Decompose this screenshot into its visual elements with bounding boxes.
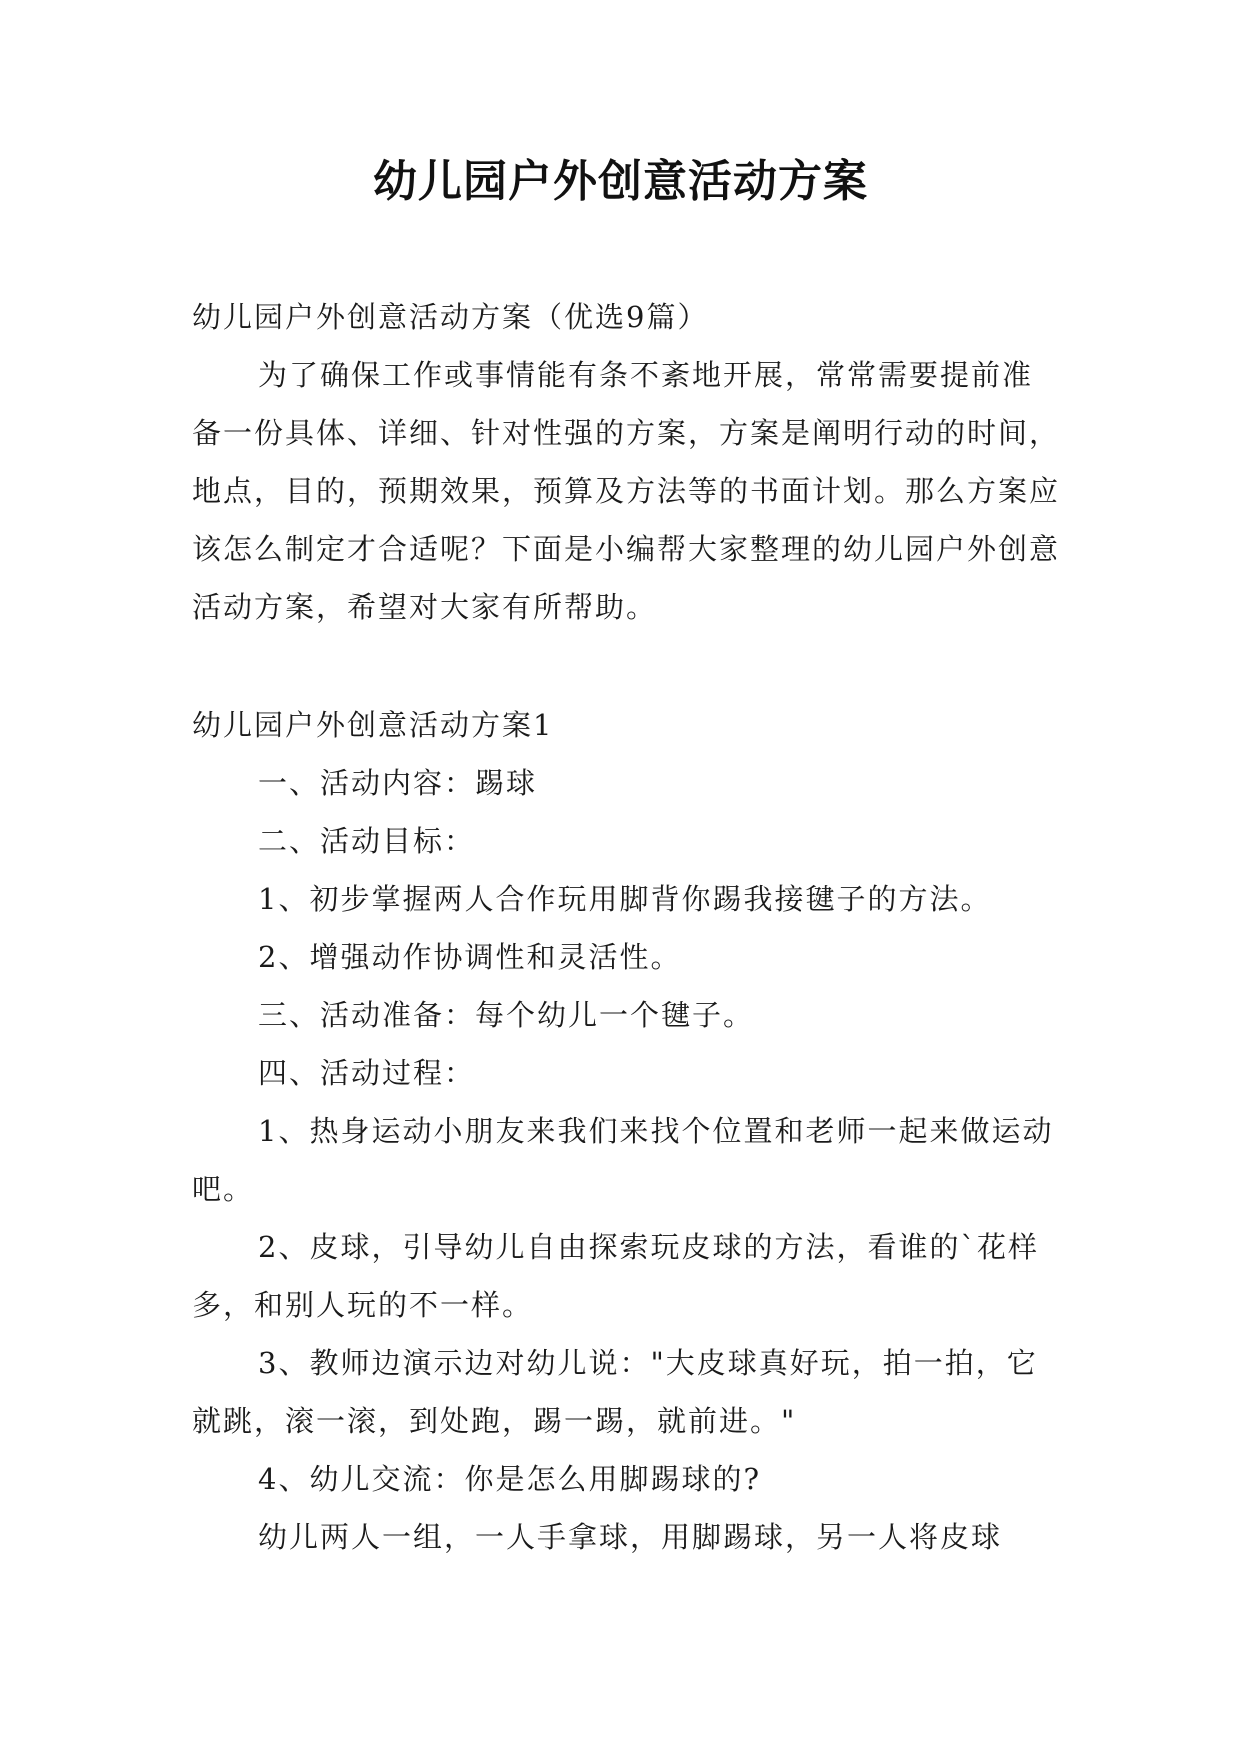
- activity-preparation: 三、活动准备：每个幼儿一个毽子。: [258, 998, 755, 1032]
- intro-paragraph: 为了确保工作或事情能有条不紊地开展，常常需要提前准备一份具体、详细、针对性强的方案，方案是阐明行动的时间，地点，目的，预期效果，预算及方法等的书面计划。那么方案应该怎么制定才合适呢？下面是小编帮大家整理的幼儿园户外创意活动方案，希望对大家有所帮助。: [192, 358, 1061, 624]
- section-heading: 幼儿园户外创意活动方案1: [192, 708, 554, 742]
- process-step-3: 3、教师边演示边对幼儿说："大皮球真好玩，拍一拍，它就跳，滚一滚，到处跑，踢一踢，就前进。": [192, 1346, 1038, 1438]
- subtitle: 幼儿园户外创意活动方案（优选9篇）: [192, 300, 709, 334]
- activity-content: 一、活动内容：踢球: [258, 766, 538, 800]
- goal-item-2: 2、增强动作协调性和灵活性。: [258, 940, 682, 974]
- process-step-4: 4、幼儿交流：你是怎么用脚踢球的?: [258, 1462, 761, 1496]
- goal-item-1: 1、初步掌握两人合作玩用脚背你踢我接毽子的方法。: [258, 882, 992, 916]
- paragraph-gap: [192, 636, 1062, 696]
- activity-goals-heading: 二、活动目标：: [258, 824, 476, 858]
- document-body: [192, 288, 1062, 1566]
- document-title: 幼儿园户外创意活动方案: [373, 156, 868, 207]
- process-step-1: 1、热身运动小朋友来我们来找个位置和老师一起来做运动吧。: [192, 1114, 1054, 1206]
- process-step-4-detail: 幼儿两人一组，一人手拿球，用脚踢球，另一人将皮球: [258, 1520, 1003, 1554]
- process-step-2: 2、皮球，引导幼儿自由探索玩皮球的方法，看谁的`花样多，和别人玩的不一样。: [192, 1230, 1039, 1322]
- activity-process-heading: 四、活动过程：: [258, 1056, 476, 1090]
